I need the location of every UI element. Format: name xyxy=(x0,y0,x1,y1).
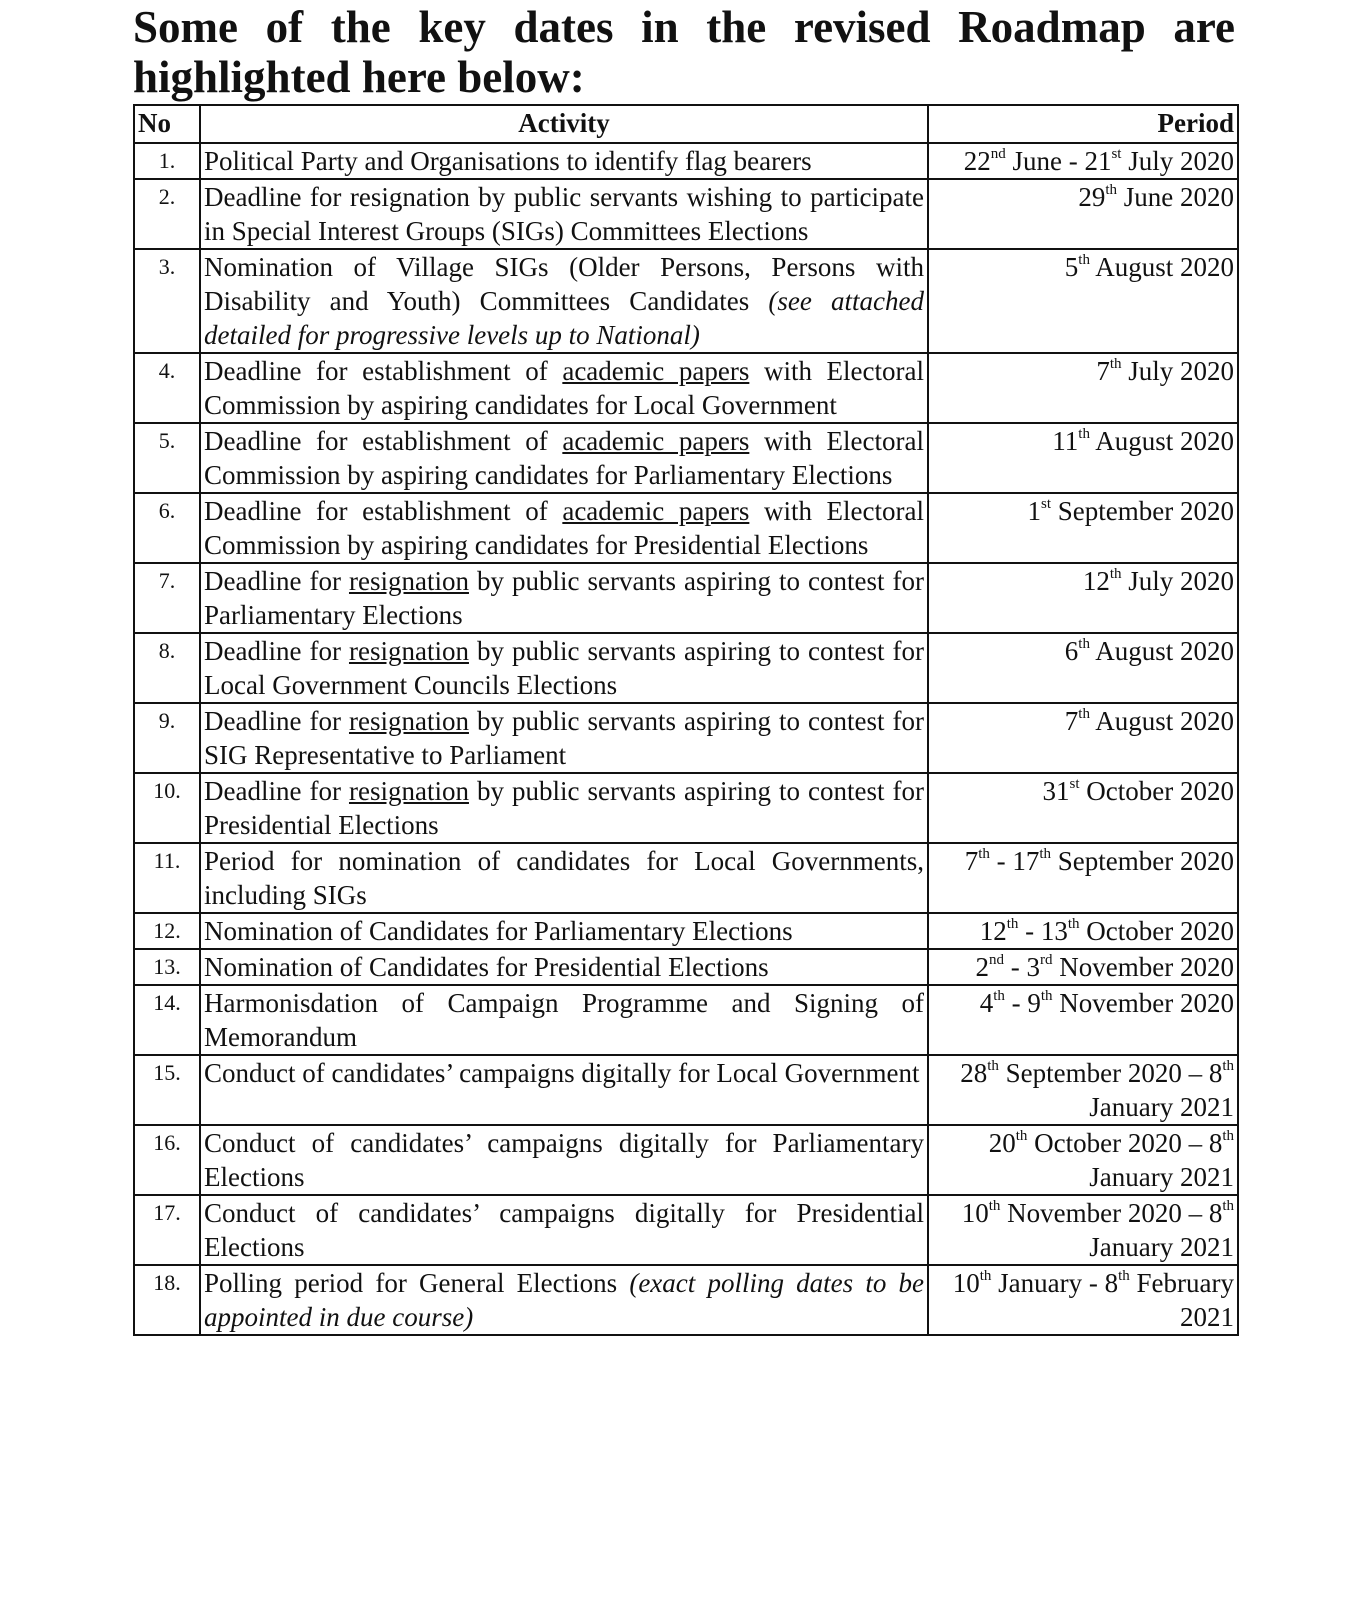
table-row xyxy=(134,633,1238,703)
row-number: 3. xyxy=(134,249,200,353)
row-number: 10. xyxy=(134,773,200,843)
row-number: 13. xyxy=(134,949,200,985)
row-number: 15. xyxy=(134,1055,200,1125)
table-row xyxy=(134,143,1238,179)
row-number: 8. xyxy=(134,633,200,703)
row-number: 4. xyxy=(134,353,200,423)
table-row xyxy=(134,493,1238,563)
table-row xyxy=(134,423,1238,493)
table-row xyxy=(134,949,1238,985)
row-number: 18. xyxy=(134,1265,200,1335)
row-period: 10th November 2020 – 8th January 2021 xyxy=(928,1195,1238,1265)
row-activity: Deadline for resignation by public servants aspiring to contest for SIG Representative to Parliament xyxy=(200,703,928,773)
table-row xyxy=(134,913,1238,949)
row-period: 31st October 2020 xyxy=(928,773,1238,843)
row-period: 7th - 17th September 2020 xyxy=(928,843,1238,913)
row-number: 5. xyxy=(134,423,200,493)
row-number: 12. xyxy=(134,913,200,949)
row-activity: Conduct of candidates’ campaigns digitally for Presidential Elections xyxy=(200,1195,928,1265)
row-activity: Deadline for establishment of academic papers with Electoral Commission by aspiring candidates for Parliamentary Elections xyxy=(200,423,928,493)
row-activity: Deadline for resignation by public servants aspiring to contest for Presidential Elections xyxy=(200,773,928,843)
table-row xyxy=(134,1055,1238,1125)
row-number: 11. xyxy=(134,843,200,913)
row-period: 1st September 2020 xyxy=(928,493,1238,563)
row-period: 12th - 13th October 2020 xyxy=(928,913,1238,949)
row-period: 2nd - 3rd November 2020 xyxy=(928,949,1238,985)
row-number: 16. xyxy=(134,1125,200,1195)
table-row xyxy=(134,985,1238,1055)
table-row xyxy=(134,773,1238,843)
header-no: No xyxy=(134,105,200,143)
row-period: 10th January - 8th February 2021 xyxy=(928,1265,1238,1335)
table-row xyxy=(134,1195,1238,1265)
row-activity: Deadline for resignation by public servants wishing to participate in Special Interest Groups (SIGs) Committees Elections xyxy=(200,179,928,249)
row-activity: Conduct of candidates’ campaigns digitally for Local Government xyxy=(200,1055,928,1125)
row-period: 7th July 2020 xyxy=(928,353,1238,423)
page-heading: Some of the key dates in the revised Roadmap are highlighted here below: xyxy=(133,2,1235,102)
table-row xyxy=(134,843,1238,913)
row-activity: Nomination of Candidates for Parliamentary Elections xyxy=(200,913,928,949)
row-activity: Polling period for General Elections (exact polling dates to be appointed in due course) xyxy=(200,1265,928,1335)
row-number: 6. xyxy=(134,493,200,563)
row-period: 22nd June - 21st July 2020 xyxy=(928,143,1238,179)
row-activity: Period for nomination of candidates for Local Governments, including SIGs xyxy=(200,843,928,913)
row-activity: Deadline for resignation by public servants aspiring to contest for Parliamentary Elections xyxy=(200,563,928,633)
table-row xyxy=(134,249,1238,353)
row-period: 5th August 2020 xyxy=(928,249,1238,353)
table-row xyxy=(134,563,1238,633)
row-activity: Harmonisdation of Campaign Programme and Signing of Memorandum xyxy=(200,985,928,1055)
roadmap-table xyxy=(133,104,1239,1336)
row-period: 28th September 2020 – 8th January 2021 xyxy=(928,1055,1238,1125)
row-activity: Nomination of Village SIGs (Older Persons, Persons with Disability and Youth) Committees Candidates (see attached detailed for progressive levels up to National) xyxy=(200,249,928,353)
row-period: 29th June 2020 xyxy=(928,179,1238,249)
table-row xyxy=(134,179,1238,249)
row-activity: Political Party and Organisations to identify flag bearers xyxy=(200,143,928,179)
row-activity: Conduct of candidates’ campaigns digitally for Parliamentary Elections xyxy=(200,1125,928,1195)
row-activity: Deadline for resignation by public servants aspiring to contest for Local Government Councils Elections xyxy=(200,633,928,703)
table-row xyxy=(134,1265,1238,1335)
row-number: 14. xyxy=(134,985,200,1055)
row-period: 11th August 2020 xyxy=(928,423,1238,493)
row-activity: Nomination of Candidates for Presidential Elections xyxy=(200,949,928,985)
row-period: 6th August 2020 xyxy=(928,633,1238,703)
row-activity: Deadline for establishment of academic papers with Electoral Commission by aspiring candidates for Presidential Elections xyxy=(200,493,928,563)
table-row xyxy=(134,1125,1238,1195)
header-period: Period xyxy=(928,105,1238,143)
row-period: 12th July 2020 xyxy=(928,563,1238,633)
row-number: 1. xyxy=(134,143,200,179)
row-number: 2. xyxy=(134,179,200,249)
row-number: 7. xyxy=(134,563,200,633)
row-period: 7th August 2020 xyxy=(928,703,1238,773)
table-row xyxy=(134,703,1238,773)
row-period: 4th - 9th November 2020 xyxy=(928,985,1238,1055)
row-number: 9. xyxy=(134,703,200,773)
table-header-row xyxy=(134,105,1238,143)
row-activity: Deadline for establishment of academic papers with Electoral Commission by aspiring candidates for Local Government xyxy=(200,353,928,423)
table-row xyxy=(134,353,1238,423)
header-activity: Activity xyxy=(200,105,928,143)
row-period: 20th October 2020 – 8th January 2021 xyxy=(928,1125,1238,1195)
row-number: 17. xyxy=(134,1195,200,1265)
